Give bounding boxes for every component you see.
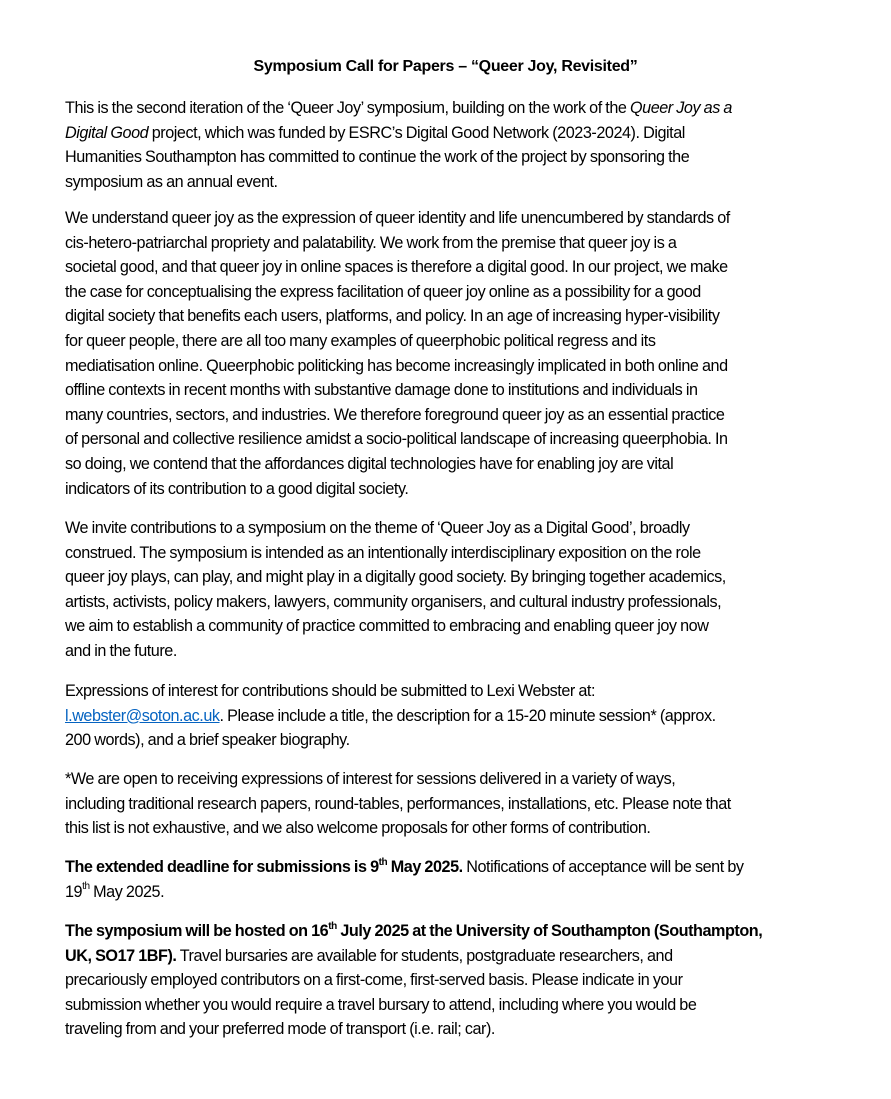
text-line: submission whether you would require a travel bursary to attend, including where you would be [65,995,697,1014]
text-line: we aim to establish a community of practice committed to embracing and enabling queer joy now [65,617,709,636]
text-line: We understand queer joy as the expression of queer identity and life unencumbered by standards of [65,209,730,227]
text-run: The symposium will be hosted on 16 [65,922,329,940]
text-line: cis-hetero-patriarchal propriety and palatability. We work from the premise that queer joy is a [65,233,677,252]
paragraph-understanding [65,206,845,501]
text-line: construed. The symposium is intended as an intentionally interdisciplinary exposition on the role [65,543,701,562]
text-run: Travel bursaries are available for students, postgraduate researchers, and [176,946,673,965]
text-line: so doing, we contend that the affordances digital technologies have for enabling joy are vital [65,454,674,473]
paragraph-deadline [65,855,845,904]
text-line: artists, activists, policy makers, lawyers, community organisers, and cultural industry professionals, [65,592,722,611]
text-line [65,121,845,146]
paragraph-footnote [65,767,845,841]
text-line: many countries, sectors, and industries. We therefore foreground queer joy as an essential practice [65,405,725,424]
text-line: 200 words), and a brief speaker biography. [65,731,350,750]
venue-bold: UK, SO17 1BF). [65,946,177,965]
text-run: project, which was funded by ESRC’s Digital Good Network (2023-2024). Digital [148,123,685,142]
paragraph-venue [65,919,845,1042]
text-line: including traditional research papers, round-tables, performances, installations, etc. Please note that [65,794,731,813]
text-run: May 2025. [89,882,165,901]
paragraph-invite [65,516,845,664]
paragraph-intro [65,96,845,194]
text-line: offline contexts in recent months with substantive damage done to institutions and individuals in [65,381,698,400]
text-line: and in the future. [65,641,177,660]
text-run: 19 [65,882,83,901]
text-line [65,919,845,944]
text-line: Expressions of interest for contributions should be submitted to Lexi Webster at: [65,682,596,700]
text-line: Humanities Southampton has committed to continue the work of the project by sponsoring the [65,148,690,167]
text-run: July 2025 at the University of Southampton (Southampton, [336,922,763,940]
text-line: the case for conceptualising the express facilitation of queer joy online as a possibility for a good [65,282,701,301]
text-line: symposium as an annual event. [65,172,278,191]
text-run: May 2025. [387,858,463,876]
text-run: The extended deadline for submissions is 9 [65,858,379,876]
text-line: societal good, and that queer joy in online spaces is therefore a digital good. In our project, we make [65,258,728,277]
text-line: mediatisation online. Queerphobic politicking has become increasingly implicated in both online and [65,356,728,375]
text-line: queer joy plays, can play, and might play in a digitally good society. By bringing together academics, [65,568,726,587]
text-line [65,944,845,969]
text-line: We invite contributions to a symposium on the theme of ‘Queer Joy as a Digital Good’, broadly [65,519,690,537]
text-line: of personal and collective resilience amidst a socio-political landscape of increasing queerphobia. In [65,430,728,449]
ordinal-suffix: th [82,881,90,893]
paragraph-expressions [65,679,845,753]
text-line: this list is not exhaustive, and we also welcome proposals for other forms of contribution. [65,819,651,838]
text-run: This is the second iteration of the ‘Queer Joy’ symposium, building on the work of the [65,99,630,117]
text-line: *We are open to receiving expressions of interest for sessions delivered in a variety of ways, [65,770,676,788]
email-link[interactable]: l.webster@soton.ac.uk [65,706,220,725]
project-title-italic: Digital Good [65,123,149,142]
text-line: precariously employed contributors on a first-come, first-served basis. Please indicate in your [65,971,683,990]
deadline-bold [65,858,463,876]
text-run: . Please include a title, the description for a 15-20 minute session* (approx. [219,706,716,725]
ordinal-suffix: th [378,856,388,868]
project-title-italic: Queer Joy as a [630,99,732,117]
venue-bold [65,922,762,940]
text-line: digital society that benefits each users, platforms, and policy. In an age of increasing hyper-visibility [65,307,720,326]
document-title: Symposium Call for Papers – “Queer Joy, Revisited” [253,58,638,75]
text-line: for queer people, there are all too many examples of queerphobic political regress and its [65,331,656,350]
text-line: indicators of its contribution to a good digital society. [65,479,409,498]
text-line: traveling from and your preferred mode of transport (i.e. rail; car). [65,1020,495,1039]
text-line [65,96,845,121]
text-run: Notifications of acceptance will be sent by [462,858,744,876]
text-line [65,704,845,729]
text-line [65,880,845,905]
text-line [65,855,845,880]
ordinal-suffix: th [328,920,337,932]
